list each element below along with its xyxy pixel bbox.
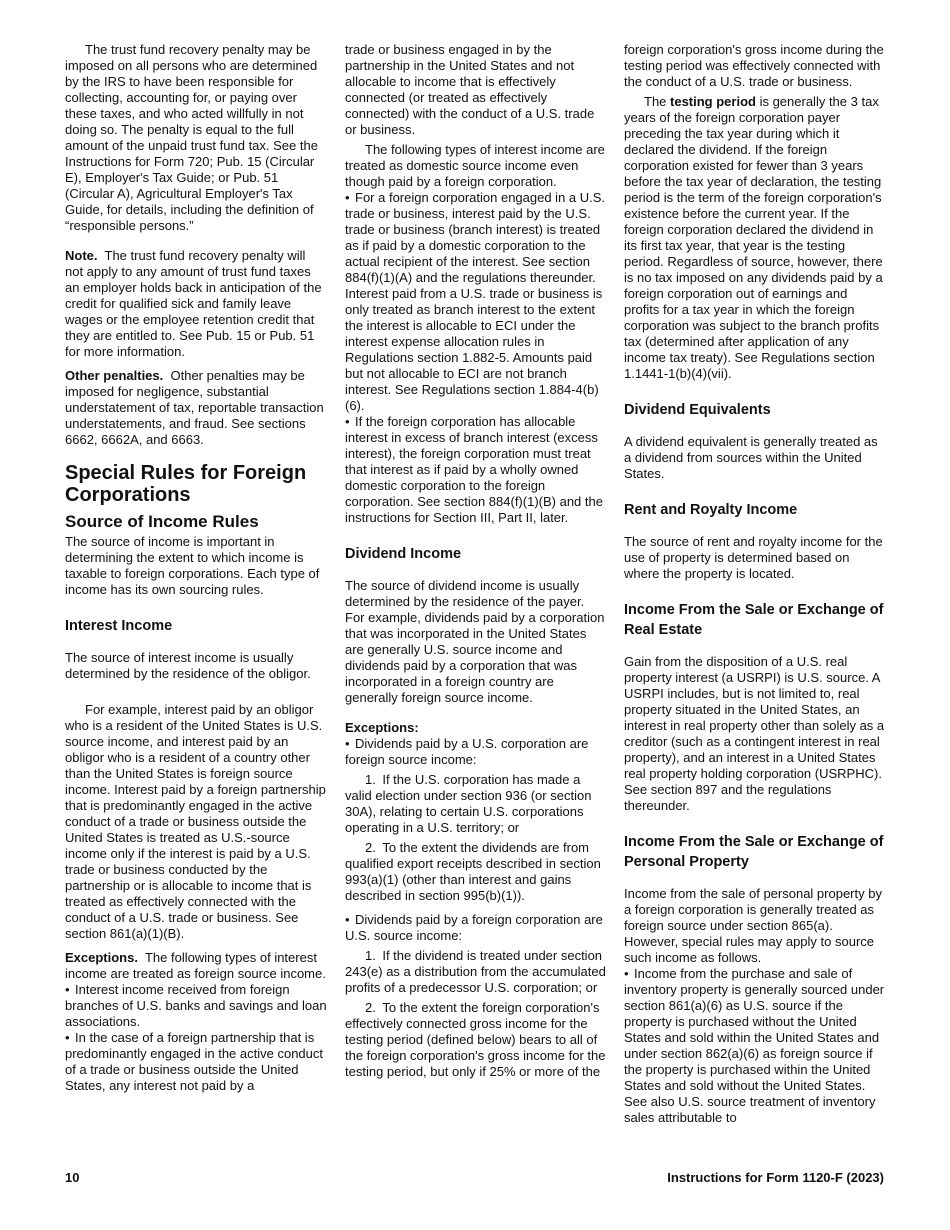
numbered-item-section-243e: 1. If the dividend is treated under section 243(e) as a distribution from the accumulated profits of a predecessor U.S. corporation; or: [345, 948, 606, 995]
paragraph-other-penalties: [65, 368, 327, 448]
bullet-foreign-branches: • Interest income received from foreign branches of U.S. banks and savings and loan associations.: [65, 982, 327, 1030]
subsection-title: Source of Income Rules: [65, 512, 259, 531]
note-text: The trust fund recovery penalty will not apply to any amount of trust fund taxes an employer holds back in anticipation of the credit for qualified sick and family leave wages or the employee retention credit that they are entitled to. See Pub. 15 or Pub. 51 for more information.: [65, 248, 322, 359]
paragraph-dividend-source: The source of dividend income is usually determined by the residence of the payer. For example, dividends paid by a corporation that was incorporated in the United States are generally U.S. source income and dividends paid by a corporation that was incorporated in a foreign country are generally foreign source income.: [345, 578, 605, 705]
form-title-footer: Instructions for Form 1120-F (2023): [667, 1170, 884, 1185]
section-title: Special Rules for Foreign Corporations: [65, 462, 307, 506]
bullet-branch-interest: • For a foreign corporation engaged in a U.S. trade or business, interest paid by the U.S. trade or business (branch interest) is treated as if paid by a domestic corporation to the actual recipient of the interest. See section 884(f)(1)(A) and the regulations thereunder. Interest paid from a U.S. trade or business is only treated as branch interest to the extent the interest is allocable to ECI under the interest expense allocation rules in Regulations section 1.882-5. Amounts paid but not allocable to ECI are not branch interest. See Regulations section 1.884-4(b)(6).: [345, 190, 607, 414]
other-penalties-text: Other penalties may be imposed for negligence, substantial understatement of tax, reportable transaction understatements, and fraud. See sections 6662, 6662A, and 6663.: [65, 368, 324, 447]
testing-period-prefix: The: [644, 94, 671, 109]
heading-rent-royalty: Rent and Royalty Income: [624, 502, 798, 518]
note-label: Note.: [65, 248, 98, 263]
column-3: [624, 42, 886, 1126]
paragraph-personal-property: Income from the sale of personal property by a foreign corporation is generally treated as foreign source under section 865(a). However, special rules may apply to source such income as follows.: [624, 886, 882, 965]
page-number: 10: [65, 1170, 80, 1185]
paragraph-gross-income-continued: foreign corporation's gross income during the testing period was effectively connected with the conduct of a U.S. trade or business.: [624, 42, 884, 89]
exceptions-label: Exceptions:: [345, 720, 419, 735]
bullet-excess-interest: • If the foreign corporation has allocable interest in excess of branch interest (excess interest), the foreign corporation must treat that interest as if paid by a wholly owned domestic corporation to the foreign corporation. See section 884(f)(1)(B) and the instructions for Section III, Part II, later.: [345, 414, 607, 526]
heading-interest-income: Interest Income: [65, 618, 173, 634]
paragraph-partnership-continued: trade or business engaged in by the partnership in the United States and not allocable to income that is effectively connected (or treated as effectively connected) with the conduct of a U.S. trade or business.: [345, 42, 595, 137]
bullet-us-corporation-dividends: • Dividends paid by a U.S. corporation are foreign source income:: [345, 736, 607, 768]
bullet-inventory-property: • Income from the purchase and sale of inventory property is generally sourced under section 861(a)(6) as U.S. source if the property is purchased without the United States and sold within the United States and under section 862(a)(6) as foreign source if the property is purchased within the United States and sold without the United States. See also U.S. source treatment of inventory sales attributable to: [624, 966, 886, 1126]
testing-period-text: is generally the 3 tax years of the foreign corporation payer preceding the tax year during which it declared the dividend. If the foreign corporation existed for fewer than 3 years before the tax year of declaration, the testing period is the term of the foreign corporation's existence before the current year. If the foreign corporation declared the dividend in its first tax year, that year is the testing period. Regardless of source, however, there is no tax imposed on any dividends paid by a foreign corporation out of earnings and profits for a tax year in which the foreign corporation was subject to the branch profits tax (determined after application of any income tax treaty). See Regulations section 1.1441-1(b)(4)(vii).: [624, 94, 883, 381]
column-2: [345, 42, 607, 1080]
testing-period-term: testing period: [670, 94, 756, 109]
paragraph-trust-fund-penalty: The trust fund recovery penalty may be imposed on all persons who are determined by the IRS to have been responsible for collecting, accounting for, or paying over these taxes, and who acted willfully in not doing so. The penalty is equal to the full amount of the unpaid trust fund tax. See the Instructions for Form 720; Pub. 15 (Circular E), Employer's Tax Guide; or Pub. 51 (Circular A), Agricultural Employer's Tax Guide, for details, including the definition of “responsible persons.”: [65, 42, 318, 233]
paragraph-rent-royalty: The source of rent and royalty income for the use of property is determined based on where the property is located.: [624, 534, 883, 581]
paragraph-source-of-income: The source of income is important in determining the extent to which income is taxable to foreign corporations. Each type of income has its own sourcing rules.: [65, 534, 320, 597]
paragraph-testing-period: [624, 94, 886, 382]
paragraph-note: [65, 248, 327, 360]
column-1: [65, 42, 327, 1094]
paragraph-interest-example: For example, interest paid by an obligor who is a resident of the United States is U.S. source income, and interest paid by an obligor who is a resident of a country other than the United States is foreign source income. Interest paid by a foreign partnership that is predominantly engaged in the active conduct of a trade or business outside the United States is treated as U.S.-source income only if the interest is paid by a U.S. trade or business conducted by the partnership or is allocable to income that is treated as effectively connected with the conduct of a U.S. trade or business. See section 861(a)(1)(B).: [65, 702, 326, 941]
other-penalties-label: Other penalties.: [65, 368, 164, 383]
paragraph-exceptions: [65, 950, 327, 982]
heading-personal-property: Income From the Sale or Exchange of Personal Property: [624, 834, 884, 870]
heading-real-estate: Income From the Sale or Exchange of Real Estate: [624, 602, 884, 638]
bullet-foreign-partnership: • In the case of a foreign partnership that is predominantly engaged in the active conduct of a trade or business outside the United States, any interest not paid by a: [65, 1030, 327, 1094]
exceptions-label: Exceptions.: [65, 950, 138, 965]
bullet-foreign-corporation-dividends: • Dividends paid by a foreign corporation are U.S. source income:: [345, 912, 607, 944]
paragraph-domestic-source-types: The following types of interest income are treated as domestic source income even though paid by a foreign corporation.: [345, 142, 605, 189]
numbered-item-section-936: 1. If the U.S. corporation has made a valid election under section 936 (or section 30A), relating to certain U.S. corporations operating in a U.S. territory; or: [345, 772, 592, 835]
heading-dividend-equivalents: Dividend Equivalents: [624, 402, 771, 418]
paragraph-real-estate: Gain from the disposition of a U.S. real property interest (a USRPI) is U.S. source. A USRPI includes, but is not limited to, real property situated in the United States, an interest in real property other than solely as a creditor (such as a contingent interest in real property), and an interest in a United States real property holding corporation (USRPHC). See section 897 and the regulations thereunder.: [624, 654, 885, 813]
paragraph-interest-residence: The source of interest income is usually determined by the residence of the obligor.: [65, 650, 311, 681]
exceptions-text: The following types of interest income are treated as foreign source income.: [65, 950, 326, 981]
numbered-item-effectively-connected: 2. To the extent the foreign corporation's effectively connected gross income for the testing period (defined below) bears to all of the foreign corporation's gross income for the testing period, but only if 25% or more of the: [345, 1000, 606, 1079]
numbered-item-export-receipts: 2. To the extent the dividends are from qualified export receipts described in section 993(a)(1) (other than interest and gains described in section 995(b)(1)).: [345, 840, 601, 903]
paragraph-dividend-equivalents: A dividend equivalent is generally treated as a dividend from sources within the United States.: [624, 434, 878, 481]
heading-dividend-income: Dividend Income: [345, 546, 462, 562]
